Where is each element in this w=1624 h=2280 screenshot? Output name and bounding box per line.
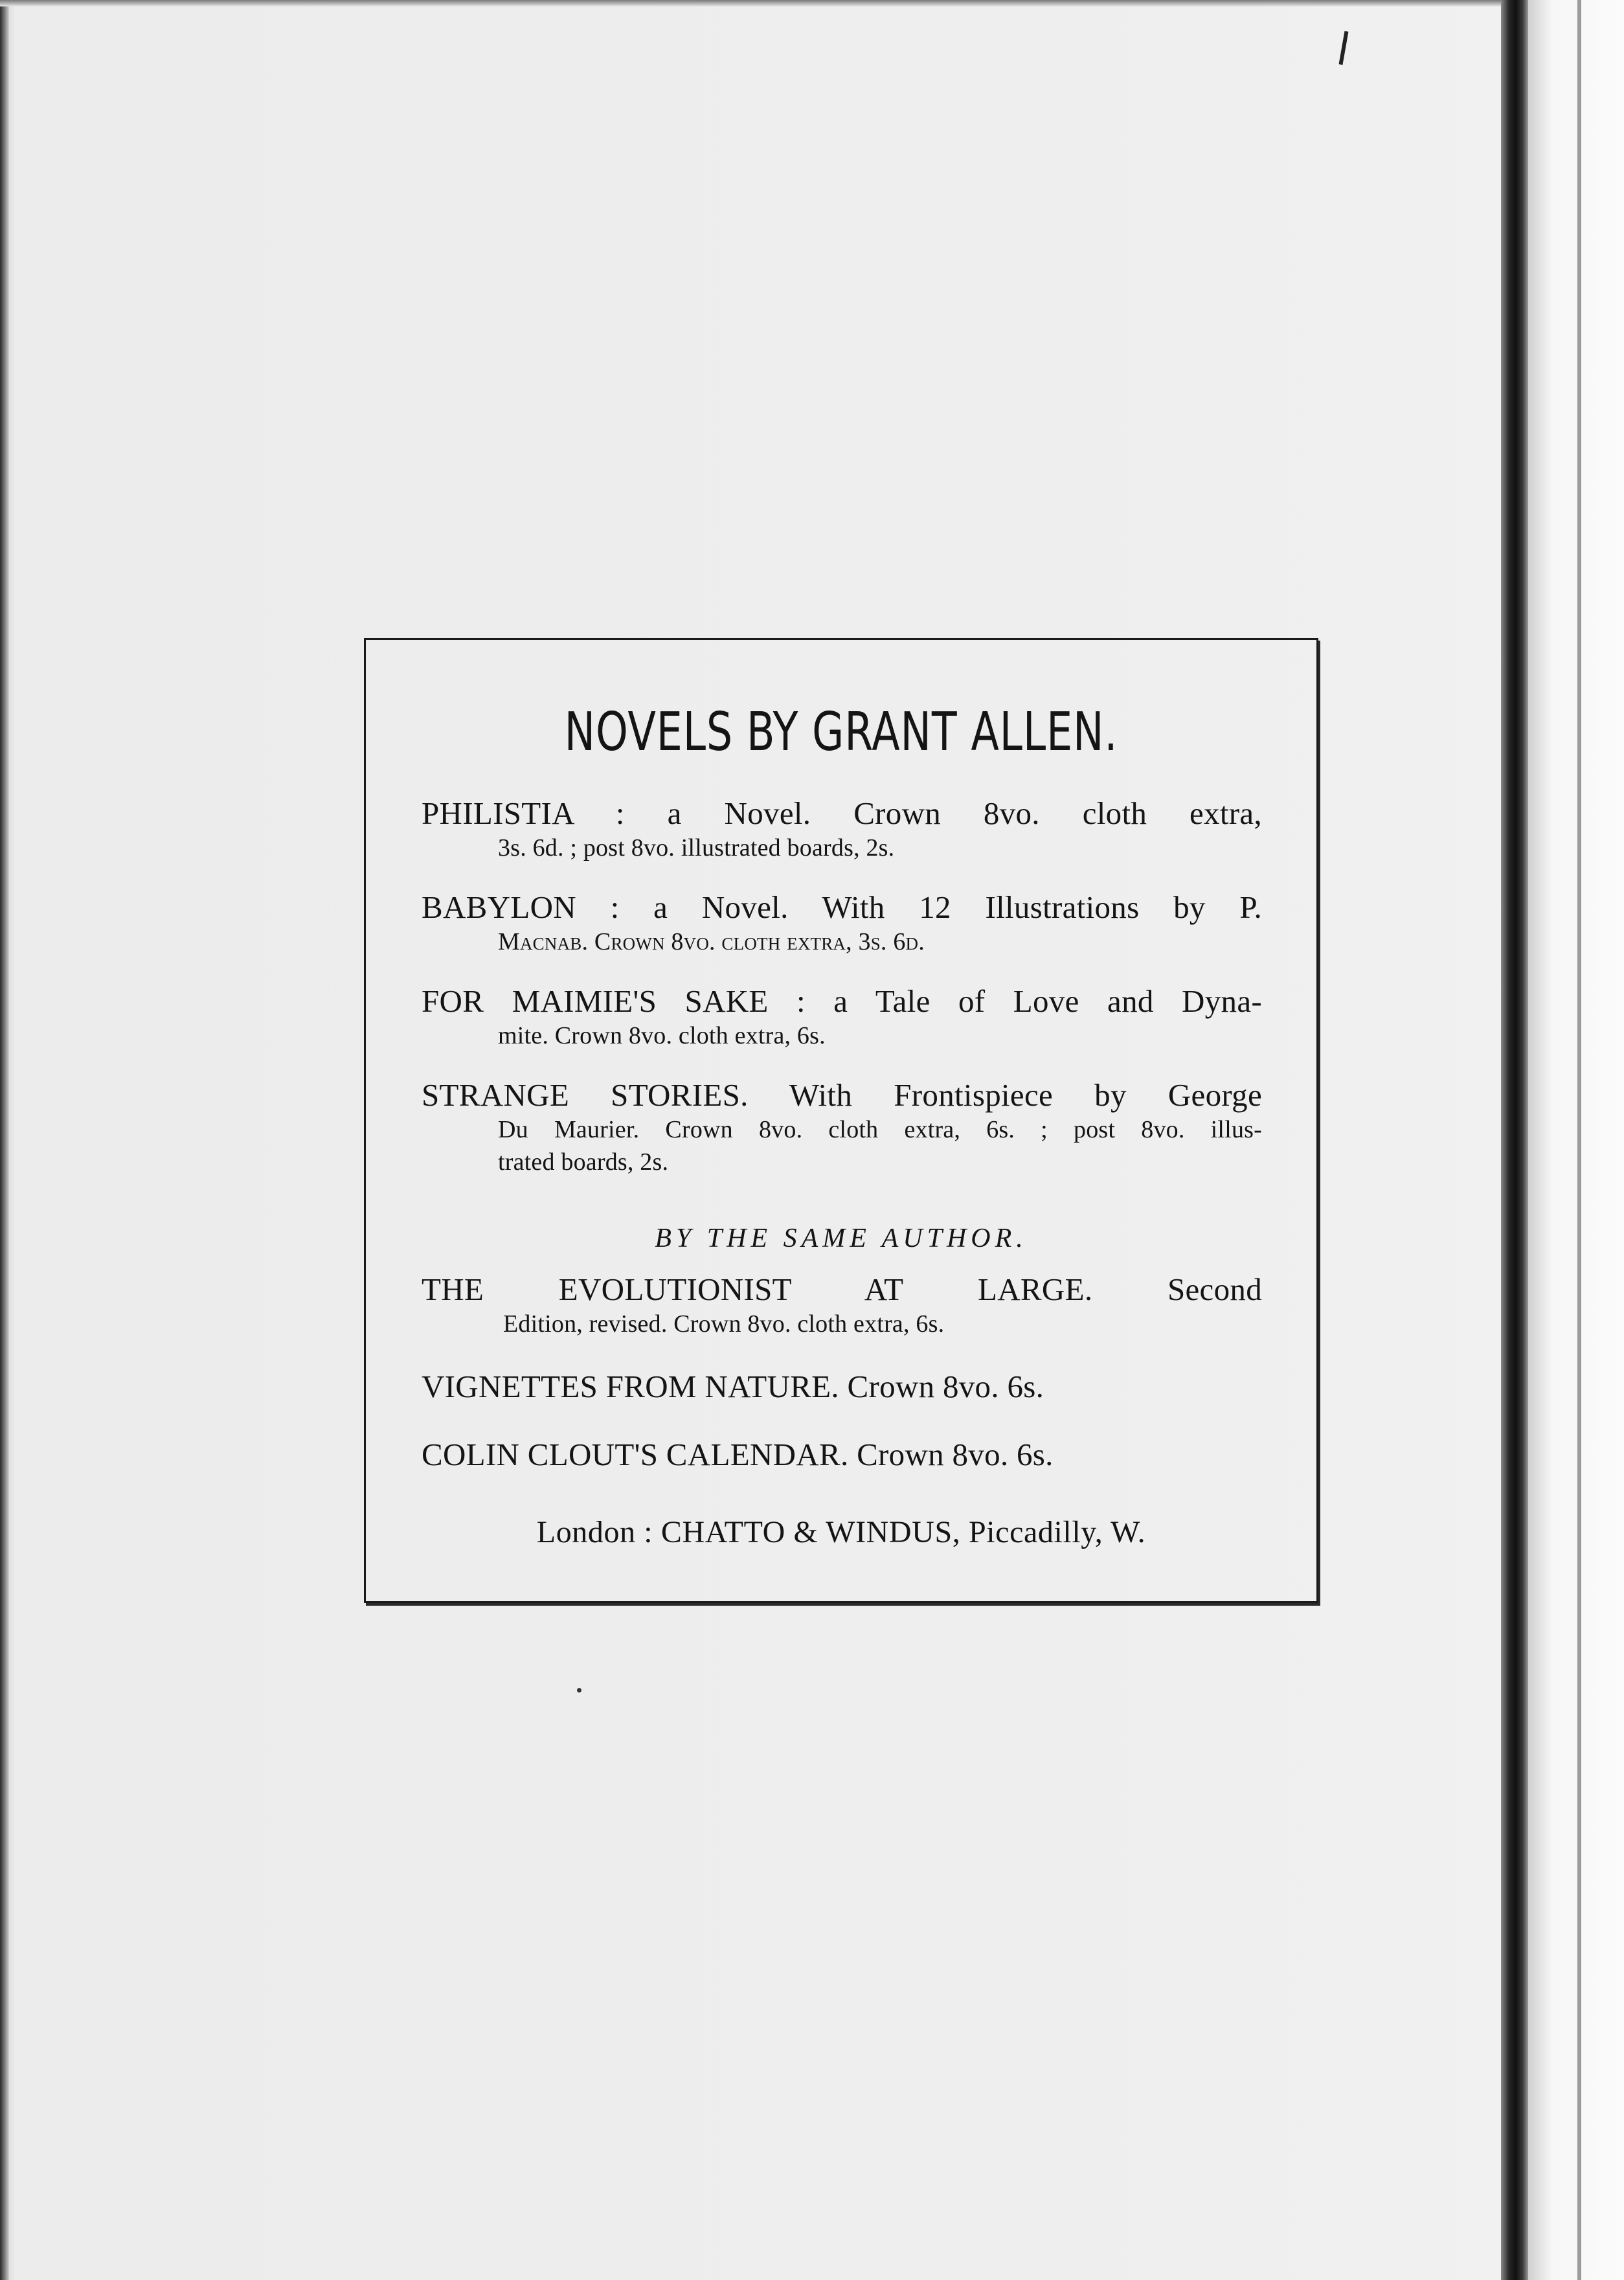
work-heading: COLIN CLOUT'S CALENDAR. Crown 8vo. 6s. — [422, 1437, 1054, 1472]
novel-heading: FOR MAIMIE'S SAKE : a Tale of Love and Dyna- — [422, 983, 1262, 1019]
work-details: Edition, revised. Crown 8vo. cloth extra, 6s. — [503, 1310, 945, 1338]
work-entry-colin-clout — [422, 1437, 1262, 1473]
novel-details: 3s. 6d. ; post 8vo. illustrated boards, 2s. — [498, 834, 895, 861]
advert-title: NOVELS BY GRANT ALLEN. — [564, 701, 1118, 763]
novel-details: mite. Crown 8vo. cloth extra, 6s. — [498, 1022, 826, 1049]
publisher-imprint: London : CHATTO & WINDUS, Piccadilly, W. — [536, 1515, 1146, 1549]
work-heading: THE EVOLUTIONIST AT LARGE. Second — [422, 1271, 1262, 1307]
novel-entry-babylon — [422, 889, 1262, 958]
novel-entry-philistia — [422, 795, 1262, 864]
work-entry-vignettes — [422, 1369, 1262, 1405]
novel-heading: BABYLON : a Novel. With 12 Illustrations by P. — [422, 889, 1262, 925]
section-heading: BY THE SAME AUTHOR. — [655, 1224, 1028, 1253]
novel-details: Macnab. Crown 8vo. cloth extra, 3s. 6d. — [498, 928, 925, 955]
binding-gutter-shadow — [1501, 0, 1528, 2280]
novel-heading: STRANGE STORIES. With Frontispiece by George — [422, 1077, 1262, 1113]
page-left-edge-shadow — [0, 0, 9, 2280]
novel-details-continued: trated boards, 2s. — [498, 1148, 669, 1176]
ink-speck — [577, 1688, 581, 1693]
novel-entry-strange-stories — [422, 1077, 1262, 1178]
advertisement-box — [364, 638, 1318, 1603]
work-entry-evolutionist — [422, 1271, 1262, 1340]
facing-page-line — [1577, 0, 1581, 2280]
novel-details: Du Maurier. Crown 8vo. cloth extra, 6s. ; post 8vo. illus- — [498, 1116, 1262, 1143]
work-heading: VIGNETTES FROM NATURE. Crown 8vo. 6s. — [422, 1369, 1044, 1404]
facing-page-edge — [1528, 0, 1624, 2280]
novel-entry-for-maimies-sake — [422, 983, 1262, 1052]
page-top-edge-shadow — [0, 0, 1509, 6]
novel-heading: PHILISTIA : a Novel. Crown 8vo. cloth extra, — [422, 795, 1262, 831]
